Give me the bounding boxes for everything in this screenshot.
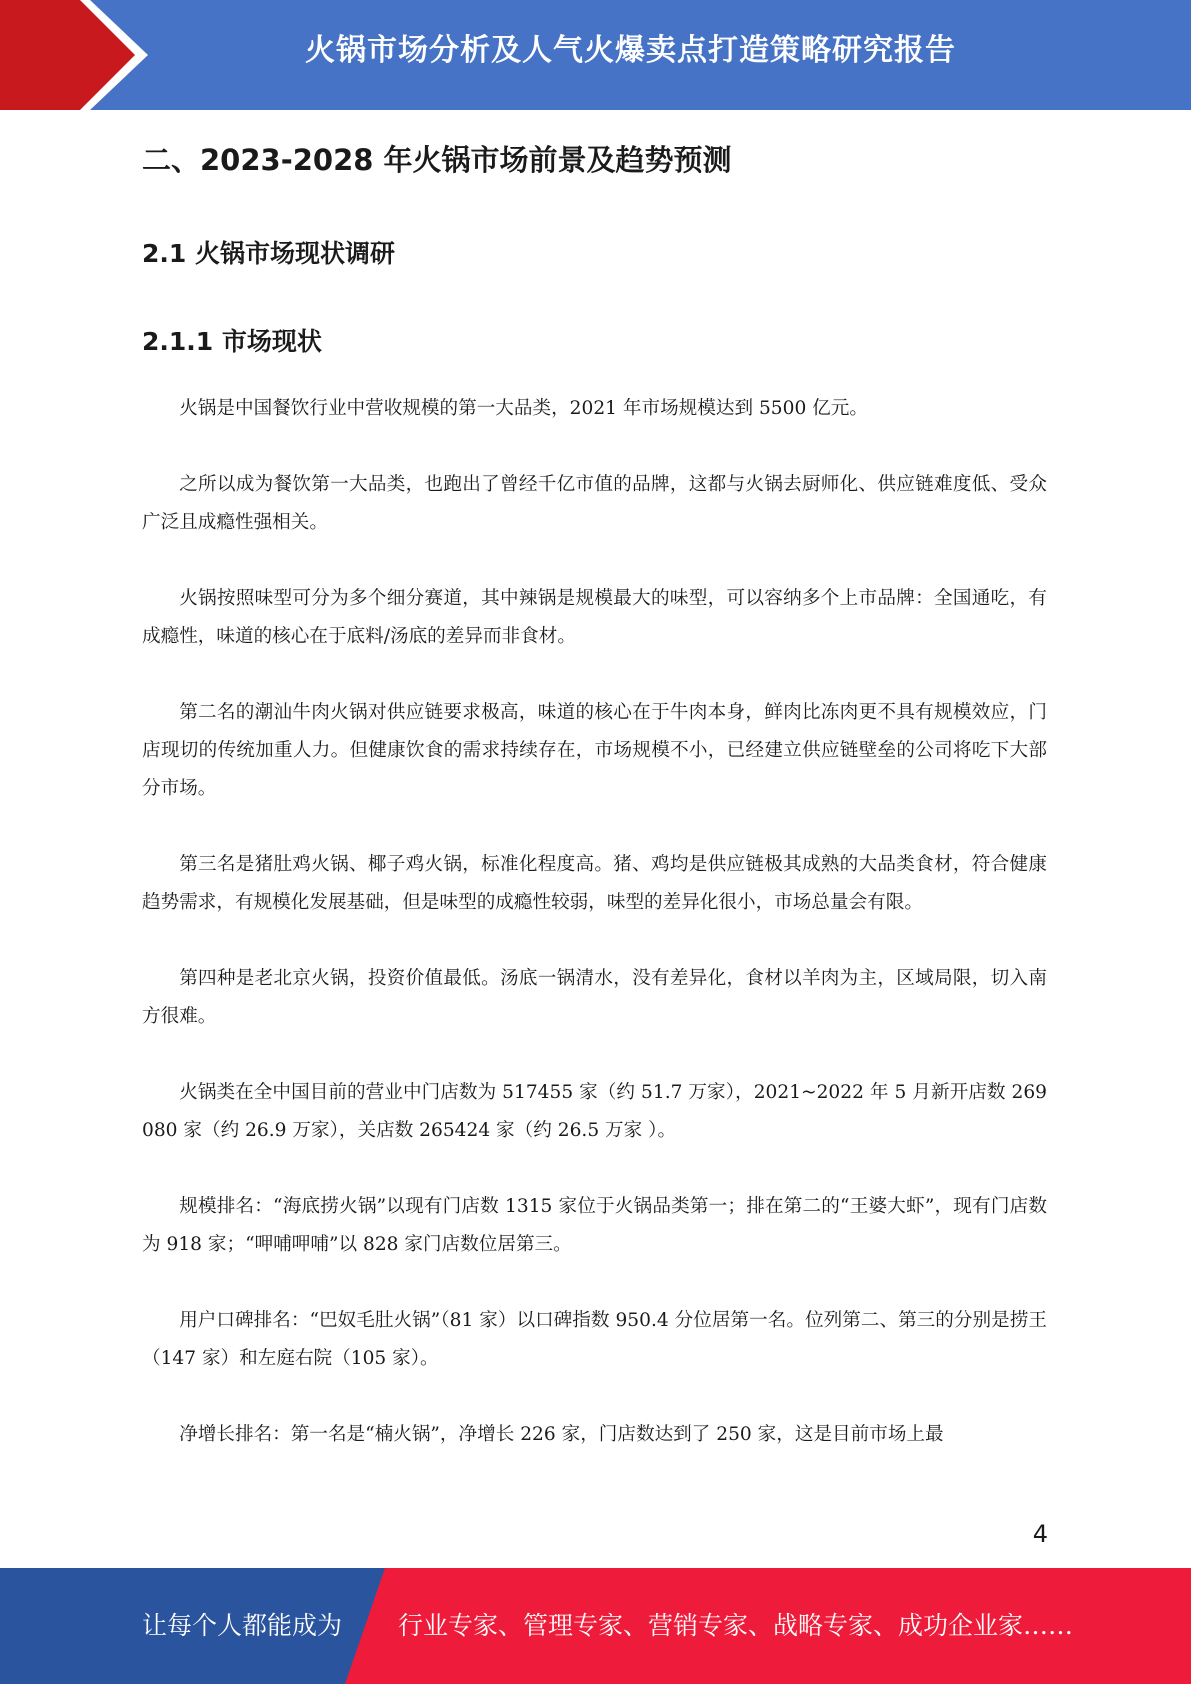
paragraph-spicy-hotpot: 火锅按照味型可分为多个细分赛道，其中辣锅是规模最大的味型，可以容纳多个上市品牌：全国通吃，有成瘾性，味道的核心在于底料/汤底的差异而非食材。 [142,588,1047,647]
paragraph-growth-ranking: 净增长排名：第一名是“楠火锅”，净增长 226 家，门店数达到了 250 家，这是目前市场上最 [179,1424,944,1445]
document-body [142,130,1047,1492]
header-bar [0,0,1191,110]
page-number: 4 [1032,1520,1048,1548]
paragraph-pork-chicken: 第三名是猪肚鸡火锅、椰子鸡火锅，标准化程度高。猪、鸡均是供应链极其成熟的大品类食材，符合健康趋势需求，有规模化发展基础，但是味型的成瘾性较弱，味型的差异化很小，市场总量会有限。 [142,854,1047,913]
footer-slogan-left: 让每个人都能成为 [142,1611,343,1640]
paragraph-scale-ranking: 规模排名：“海底捞火锅”以现有门店数 1315 家位于火锅品类第一；排在第二的“王婆大虾”，现有门店数为 918 家；“呷哺呷哺”以 828 家门店数位居第三。 [142,1196,1047,1255]
paragraph-market-size: 火锅是中国餐饮行业中营收规模的第一大品类，2021 年市场规模达到 5500 亿元。 [179,398,868,419]
paragraph-store-counts: 火锅类在全中国目前的营业中门店数为 517455 家（约 51.7 万家），2021~2022 年 5 月新开店数 269080 家（约 26.9 万家），关店数 265424 家（约 26.5 万家 ）。 [142,1082,1047,1141]
report-title: 火锅市场分析及人气火爆卖点打造策略研究报告 [305,33,956,68]
paragraph-reasons: 之所以成为餐饮第一大品类，也跑出了曾经千亿市值的品牌，这都与火锅去厨师化、供应链难度低、受众广泛且成瘾性强相关。 [142,474,1047,533]
chapter-heading: 二、2023-2028 年火锅市场前景及趋势预测 [142,143,732,177]
paragraph-reputation-ranking: 用户口碑排名：“巴奴毛肚火锅”（81 家）以口碑指数 950.4 分位居第一名。位列第二、第三的分别是捞王（147 家）和左庭右院（105 家）。 [142,1310,1047,1369]
header-arrow-decoration [0,0,160,110]
paragraph-old-beijing: 第四种是老北京火锅，投资价值最低。汤底一锅清水，没有差异化，食材以羊肉为主，区域局限，切入南方很难。 [142,968,1047,1027]
footer-bar [0,1568,1191,1684]
paragraph-chaoshan-beef: 第二名的潮汕牛肉火锅对供应链要求极高，味道的核心在于牛肉本身，鲜肉比冻肉更不具有规模效应，门店现切的传统加重人力。但健康饮食的需求持续存在，市场规模不小，已经建立供应链壁垒的公司将吃下大部分市场。 [142,702,1047,799]
subsection-heading: 2.1.1 市场现状 [142,327,322,356]
section-heading: 2.1 火锅市场现状调研 [142,239,395,268]
footer-slogan-right: 行业专家、管理专家、营销专家、战略专家、成功企业家…… [398,1611,1074,1640]
